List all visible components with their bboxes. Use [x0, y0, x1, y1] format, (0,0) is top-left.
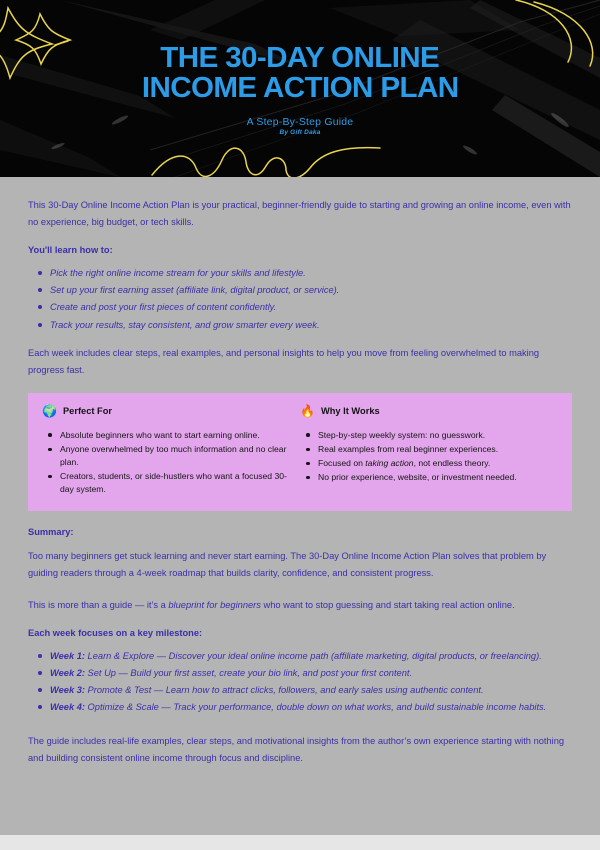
- list-item: Real examples from real beginner experiences.: [300, 443, 548, 456]
- list-item: Anyone overwhelmed by too much information and no clear plan.: [42, 443, 290, 469]
- summary-paragraph-2: [28, 597, 572, 614]
- why-it-works-title: Why It Works: [320, 405, 380, 416]
- list-item: [28, 283, 572, 298]
- hero-author-byline: By Gift Daka: [279, 128, 321, 136]
- fire-icon: 🔥: [300, 403, 315, 418]
- list-item-text-emphasis: taking action: [365, 458, 414, 469]
- week-description: Promote & Test — Learn how to attract clicks, followers, and early sales using authentic content.: [84, 684, 484, 695]
- week-label: Week 4:: [50, 701, 85, 712]
- list-item-text: Pick the right online income stream for your skills and lifestyle.: [50, 268, 306, 279]
- list-item: [28, 318, 572, 333]
- week-label: Week 1:: [50, 650, 85, 661]
- list-item: [28, 300, 572, 315]
- learn-list: [28, 266, 572, 332]
- hero-banner: [0, 0, 600, 177]
- list-item: Absolute beginners who want to start earning online.: [42, 429, 290, 442]
- intro-paragraph: This 30-Day Online Income Action Plan is your practical, beginner-friendly guide to starting and growing an online income, even with no experience, big budget, or tech skills.: [28, 200, 571, 228]
- summary-paragraph-1: Too many beginners get stuck learning and never start earning. The 30-Day Online Income Action Plan solves that problem by guiding readers through a 4-week roadmap that builds clarity, confidence, and consistent progress.: [28, 551, 547, 579]
- hero-title-line-2: INCOME ACTION PLAN: [141, 71, 459, 104]
- summary-text-suffix: who want to stop guessing and start taking real action online.: [260, 599, 515, 610]
- perfect-for-list: [42, 429, 290, 496]
- week-description: Optimize & Scale — Track your performance, double down on what works, and build sustainable income habits.: [84, 701, 547, 712]
- summary-text-emphasis: blueprint for beginners: [168, 599, 261, 610]
- summary-text-prefix: This is more than a guide — it’s a: [28, 599, 169, 610]
- list-item-text: Create and post your first pieces of content confidently.: [50, 302, 277, 313]
- milestone-heading: Each week focuses on a key milestone:: [28, 627, 203, 638]
- feature-card-right-column: [300, 405, 558, 497]
- feature-card: [28, 393, 572, 511]
- learn-heading: You'll learn how to:: [28, 245, 113, 256]
- list-item-text: Track your results, stay consistent, and grow smarter every week.: [50, 319, 320, 330]
- perfect-for-header: [42, 405, 290, 417]
- list-item: [28, 266, 572, 281]
- week-description: Set Up — Build your first asset, create your bio link, and post your first content.: [84, 667, 413, 678]
- perfect-for-title: Perfect For: [62, 405, 113, 416]
- hero-text-block: [0, 0, 600, 177]
- list-item: [28, 683, 572, 698]
- week-description: Learn & Explore — Discover your ideal online income path (affiliate marketing, digital products, or freelancing).: [84, 650, 542, 661]
- hero-subtitle: A Step-By-Step Guide: [246, 115, 354, 128]
- summary-heading: Summary:: [28, 527, 74, 538]
- list-item: No prior experience, website, or investment needed.: [300, 471, 548, 484]
- weeks-intro-paragraph: Each week includes clear steps, real examples, and personal insights to help you move from feeling overwhelmed to making progress fast.: [28, 347, 540, 375]
- hero-title-line-1: THE 30-DAY ONLINE: [160, 42, 440, 74]
- document-body: [0, 177, 600, 767]
- weekly-milestones-list: [28, 649, 572, 715]
- closing-paragraph: The guide includes real-life examples, clear steps, and motivational insights from the author’s own experience starting with nothing and building consistent online income through focus and discipline.: [28, 736, 565, 764]
- list-item: [28, 700, 572, 715]
- why-it-works-header: [300, 405, 548, 417]
- list-item: Creators, students, or side-hustlers who want a focused 30-day system.: [42, 470, 290, 496]
- globe-icon: 🌍: [42, 403, 57, 418]
- feature-card-left-column: [42, 405, 300, 497]
- why-it-works-list: [300, 429, 548, 484]
- list-item-text-suffix: , not endless theory.: [413, 458, 491, 469]
- list-item: [28, 666, 572, 681]
- week-label: Week 2:: [50, 667, 85, 678]
- list-item: [300, 457, 548, 470]
- list-item-text: Set up your first earning asset (affiliate link, digital product, or service).: [50, 285, 340, 296]
- week-label: Week 3:: [50, 684, 85, 695]
- list-item: Step-by-step weekly system: no guesswork.: [300, 429, 548, 442]
- list-item-text-prefix: Focused on: [318, 458, 366, 469]
- list-item: [28, 649, 572, 664]
